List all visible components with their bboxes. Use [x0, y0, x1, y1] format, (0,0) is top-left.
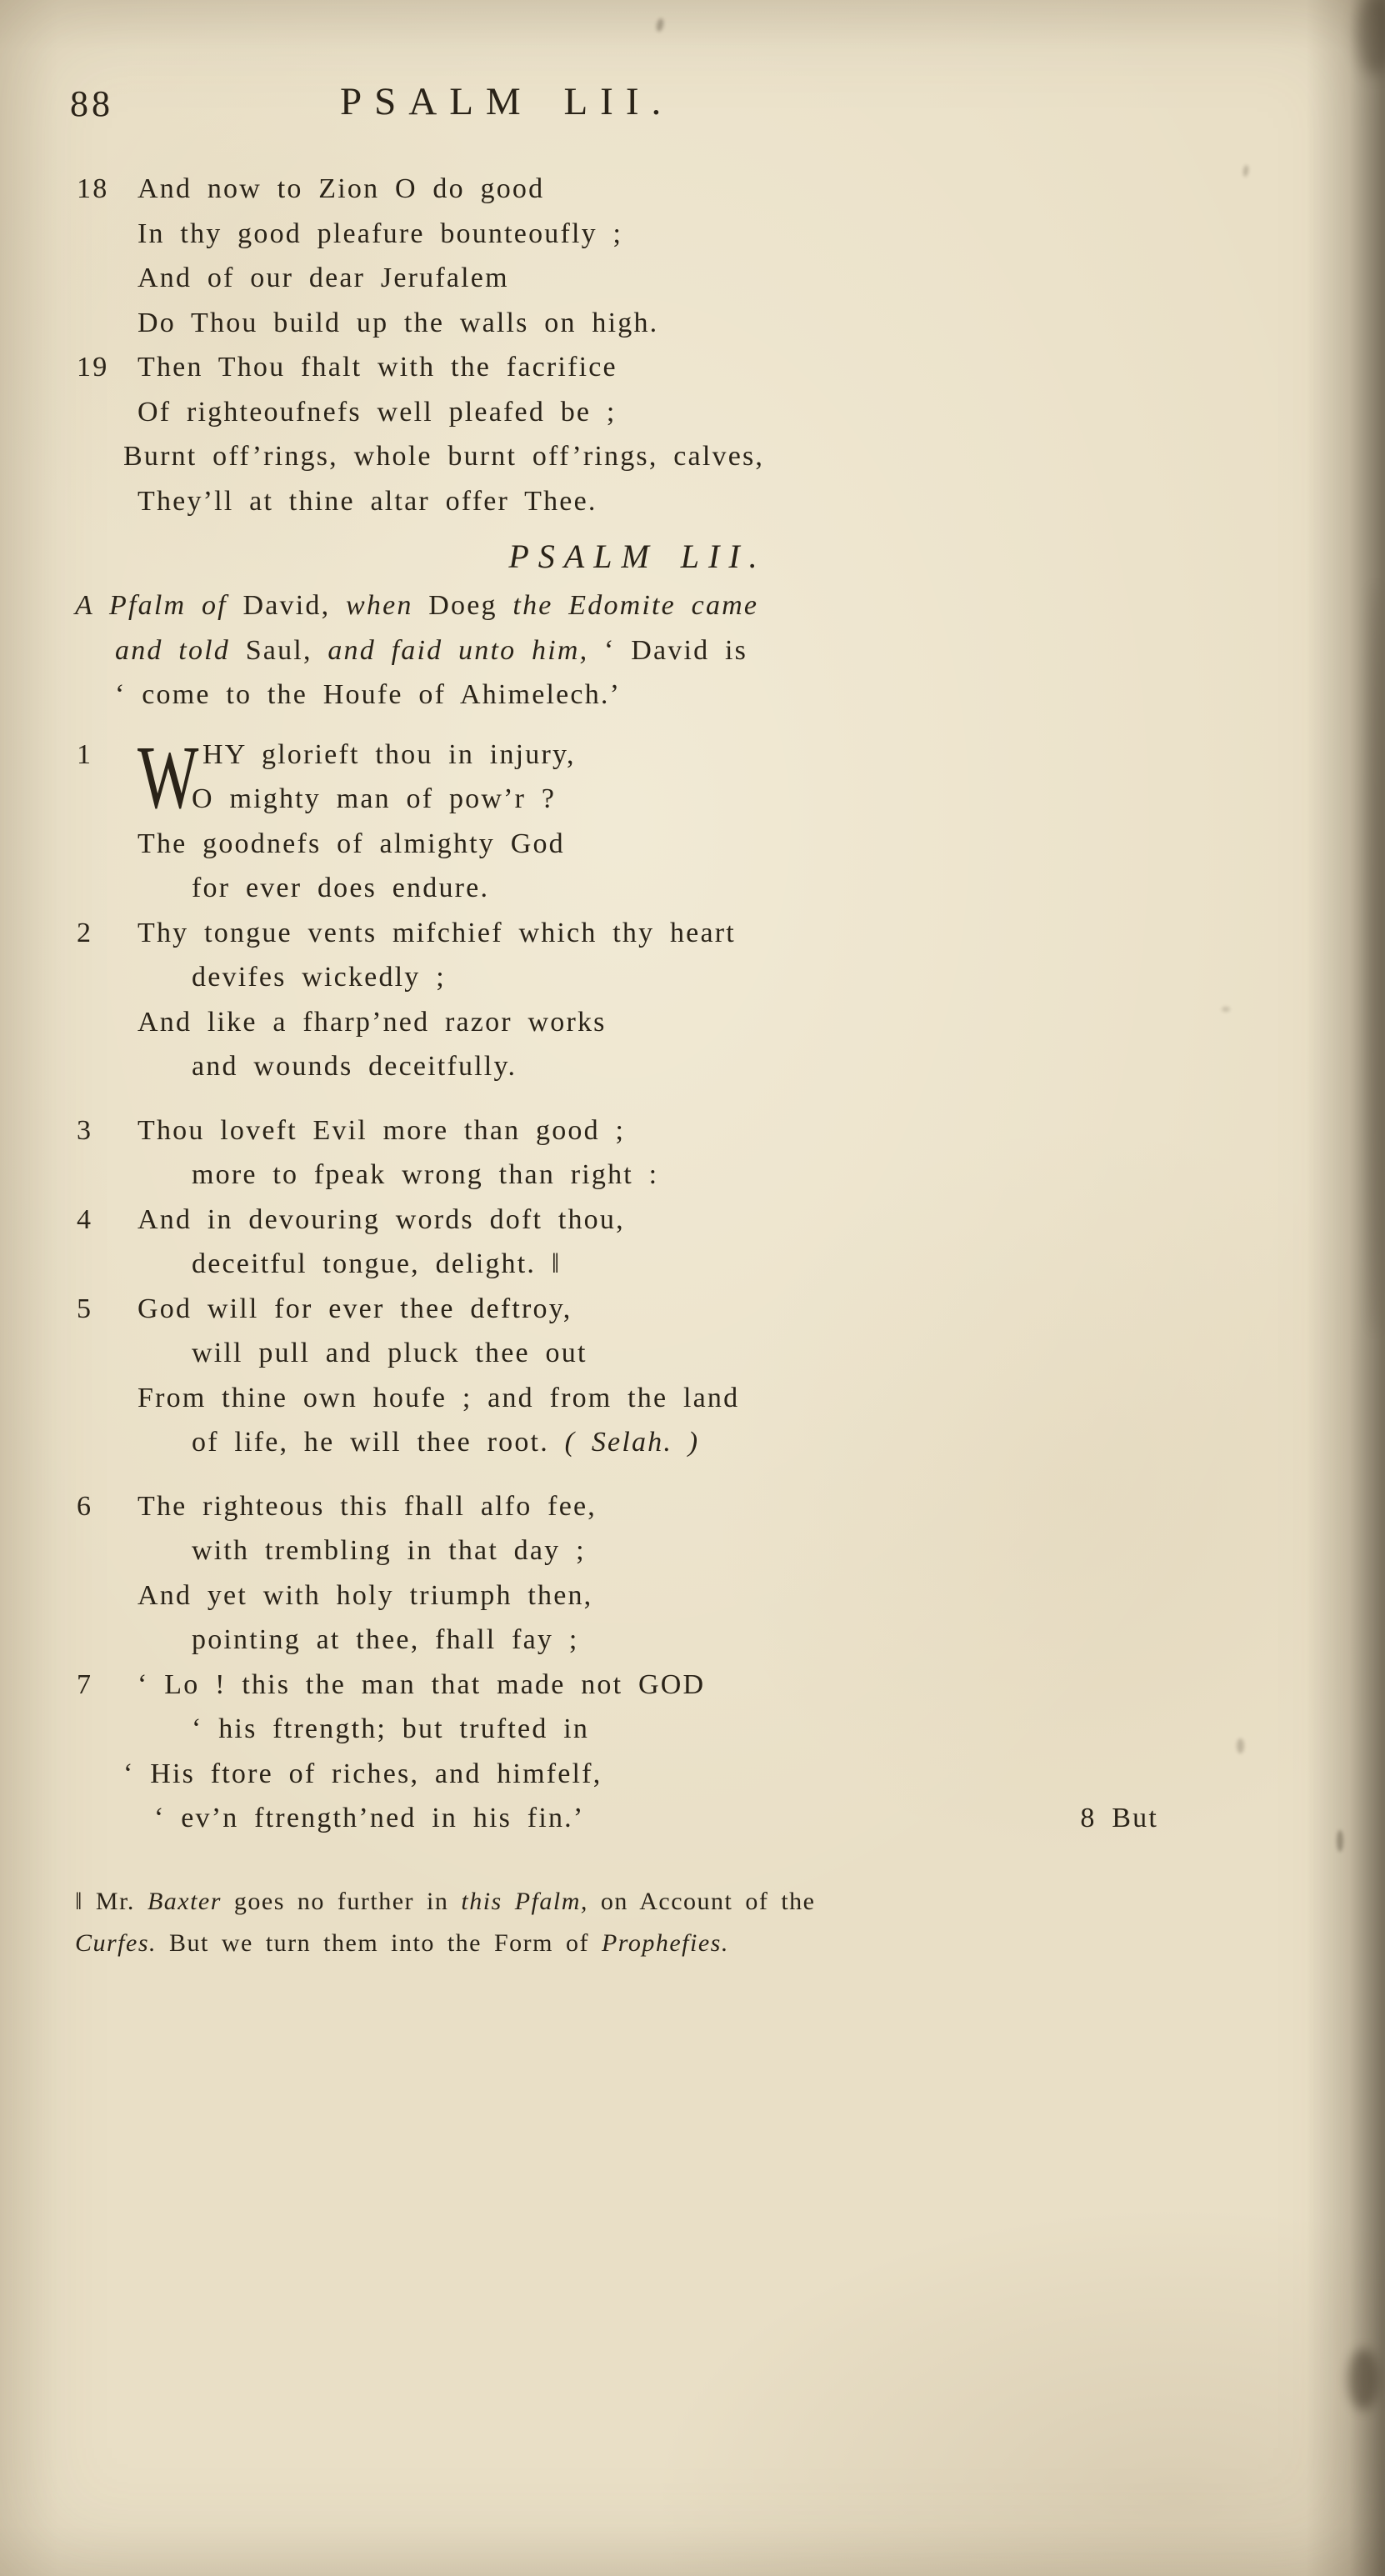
text-segment: when: [330, 590, 429, 621]
text-segment: And in devouring words doft thou,: [138, 1203, 625, 1235]
text-segment: ‘ His ftore of riches, and himfelf,: [123, 1758, 602, 1789]
verse-line: [75, 390, 1200, 435]
text-block: [75, 167, 1200, 1841]
text-segment: Do Thou build up the walls on high.: [138, 307, 659, 338]
scan-artifact: [655, 18, 664, 32]
scan-artifact: [1222, 1007, 1230, 1012]
verse-line: [75, 1376, 1200, 1421]
verse-line: [75, 866, 1200, 911]
verse-number: 2: [77, 917, 93, 948]
footnote: [75, 1881, 1200, 1964]
text-segment: Burnt off’rings, whole burnt off’rings, calves,: [123, 441, 765, 472]
text-segment: The righteous this fhall alfo fee,: [138, 1490, 597, 1522]
verse-number: 19: [77, 352, 109, 383]
verse-line: [75, 1484, 1200, 1529]
verse-line: [75, 434, 1200, 479]
text-segment: and faid unto him,: [312, 634, 604, 666]
verse-number: 1: [77, 738, 93, 770]
text-segment: of life, he will thee root.: [192, 1427, 565, 1458]
verse-number: 18: [77, 173, 109, 204]
text-segment: They’ll at thine altar offer Thee.: [138, 485, 598, 517]
verse-line: [75, 777, 1200, 822]
stanza-gap: [75, 1089, 1200, 1108]
footnote-line: [75, 1881, 1200, 1923]
verse-line: [75, 479, 1200, 524]
text-segment: ‘ his ftrength; but trufted in: [192, 1713, 590, 1744]
text-segment: Baxter: [147, 1887, 222, 1915]
text-segment: And like a fharp’ned razor works: [138, 1006, 607, 1038]
scan-artifact: [1348, 2348, 1378, 2410]
verse-line: [75, 1331, 1200, 1376]
verse-line: [75, 1242, 1200, 1287]
page-number: 88: [70, 83, 113, 124]
text-segment: devifes wickedly ;: [192, 962, 446, 993]
verse-line: [75, 1573, 1200, 1618]
verse-line: [75, 1153, 1200, 1198]
text-segment: goes no further in: [221, 1887, 462, 1915]
text-segment: But we turn them into the Form of: [157, 1928, 602, 1957]
verse-line: [75, 1707, 1200, 1752]
verse-number: 5: [77, 1293, 93, 1324]
text-segment: this Pfalm,: [461, 1887, 588, 1915]
verse-line: [75, 167, 1200, 212]
verse-line: [75, 1198, 1200, 1243]
verse-number: 3: [77, 1114, 93, 1146]
drop-cap: W: [138, 728, 199, 828]
verse-line: [75, 1420, 1200, 1465]
verse-line: [75, 822, 1200, 867]
psalm-heading: PSALM LII.: [508, 538, 767, 575]
verse-line: [75, 1618, 1200, 1663]
stanza-gap: [75, 718, 1200, 733]
verse-line: [75, 1287, 1200, 1332]
verse-line: [75, 1528, 1200, 1573]
verse-line: [75, 212, 1200, 257]
catchword: 8 But: [1080, 1803, 1158, 1833]
scan-artifact: [1237, 1738, 1244, 1753]
text-segment: The goodnefs of almighty God: [138, 828, 565, 859]
text-segment: Then Thou fhalt with the facrifice: [138, 352, 618, 383]
text-segment: Of righteoufnefs well pleafed be ;: [138, 396, 617, 428]
text-segment: with trembling in that day ;: [192, 1535, 586, 1566]
text-segment: ‖ Mr.: [75, 1887, 148, 1915]
text-segment: God will for ever thee deftroy,: [138, 1293, 572, 1324]
text-segment: Curfes.: [75, 1928, 158, 1957]
text-segment: the Edomite came: [497, 590, 759, 621]
text-segment: ‘ David is: [604, 634, 748, 666]
verse-line: [75, 1000, 1200, 1045]
verse-line: [75, 1108, 1200, 1153]
text-segment: HY glorieft thou in injury,: [202, 738, 576, 770]
text-segment: In thy good pleafure bounteoufly ;: [138, 218, 623, 249]
verse-line: [75, 256, 1200, 301]
verse-number: 6: [77, 1490, 93, 1522]
footnote-line: [75, 1923, 1200, 1964]
text-segment: and told: [115, 634, 246, 666]
text-segment: pointing at thee, fhall fay ;: [192, 1624, 579, 1655]
verse-line: [75, 628, 1200, 673]
page-content: [70, 79, 1200, 1964]
page-header: [70, 79, 1200, 167]
stanza-gap: [75, 1465, 1200, 1484]
verse-number: 7: [77, 1668, 93, 1700]
text-segment: A Pfalm of: [75, 590, 243, 621]
verse-line: [75, 1663, 1200, 1708]
text-segment: deceitful tongue, delight. ‖: [192, 1248, 562, 1279]
text-segment: Thou loveft Evil more than good ;: [138, 1114, 626, 1146]
text-segment: O mighty man of pow’r ?: [192, 783, 557, 814]
verse-line: [75, 673, 1200, 718]
verse-line: [75, 1796, 1200, 1841]
verse-line: [75, 301, 1200, 346]
text-segment: And of our dear Jerufalem: [138, 263, 509, 293]
text-segment: more to fpeak wrong than right :: [192, 1159, 659, 1190]
verse-line: [75, 955, 1200, 1000]
verse-line: [75, 1044, 1200, 1089]
text-segment: on Account of the: [588, 1887, 816, 1915]
scan-artifact: [1242, 165, 1249, 178]
text-segment: will pull and pluck thee out: [192, 1338, 588, 1368]
verse-line: [75, 1752, 1200, 1797]
text-segment: And yet with holy triumph then,: [138, 1579, 593, 1611]
text-segment: Thy tongue vents mifchief which thy heart: [138, 917, 736, 948]
verse-line: [75, 583, 1200, 628]
running-title: PSALM LII.: [340, 80, 674, 123]
text-segment: ‘ ev’n ftrength’ned in his fin.’: [154, 1803, 585, 1833]
text-segment: ‘ Lo ! this the man that made not GOD: [138, 1668, 706, 1700]
text-segment: for ever does endure.: [192, 873, 490, 903]
scan-artifact: [1337, 1830, 1343, 1852]
text-segment: From thine own houfe ; and from the land: [138, 1382, 740, 1413]
text-segment: ‘ come to the Houfe of Ahimelech.’: [115, 679, 622, 710]
text-segment: And now to Zion O do good: [138, 173, 545, 204]
text-segment: ( Selah. ): [564, 1427, 700, 1458]
scan-artifact: [1367, 583, 1383, 1333]
text-segment: Doeg: [428, 590, 498, 621]
text-segment: and wounds deceitfully.: [192, 1051, 518, 1082]
text-segment: Saul,: [245, 634, 312, 666]
verse-line: [75, 345, 1200, 390]
text-segment: David,: [242, 590, 331, 621]
verse-number: 4: [77, 1203, 93, 1235]
text-segment: Prophefies.: [601, 1928, 729, 1957]
verse-line: [75, 911, 1200, 956]
